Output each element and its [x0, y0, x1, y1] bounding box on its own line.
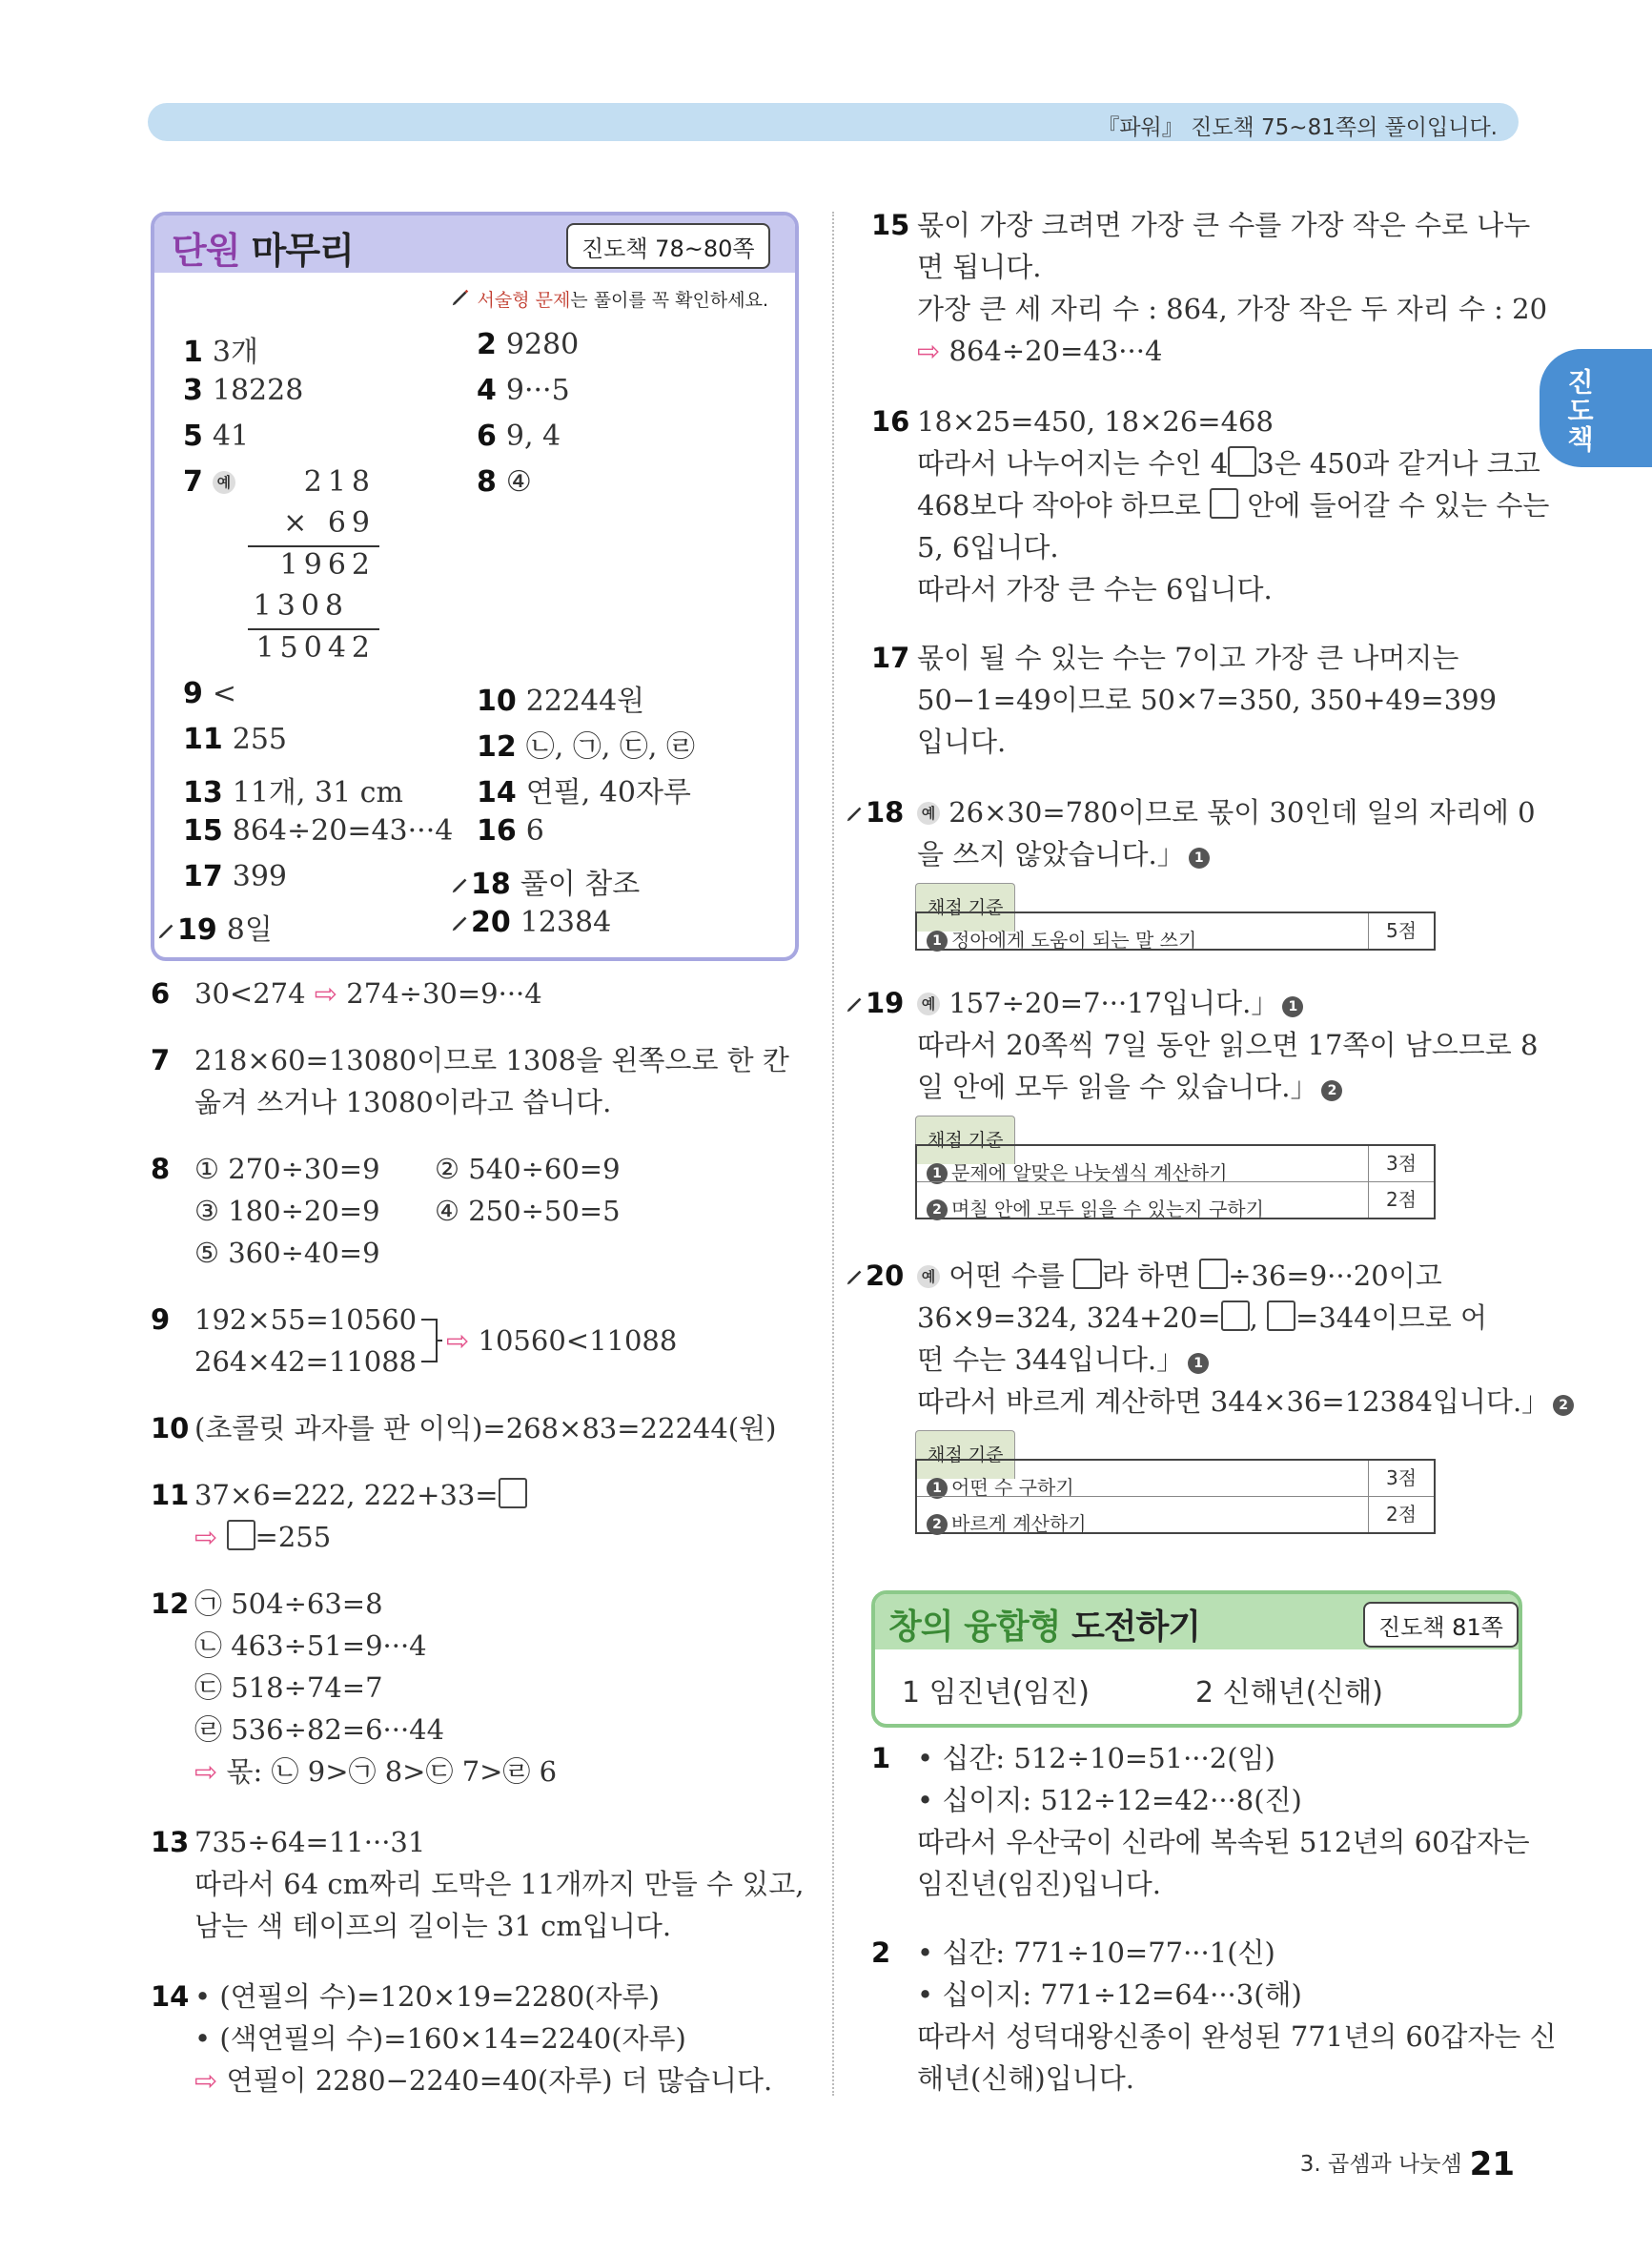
- answer-20: 20 12384: [450, 906, 611, 939]
- mult-p2: 1308: [253, 589, 349, 623]
- unit-review-header: [154, 215, 795, 273]
- solution-20: 20 예 어떤 수를 라 하면 ÷36=9···20이고 36×9=324, 324+20= , =344이므로 어 떤 수는 344입니다.」 1 따라서 바르게 계산하면 344×36=12384입니다.」 2 채점 기준 1 어떤 수 구하기 3점 2 바르게 계산하기 2점: [845, 1255, 1519, 1541]
- solution-9: 9 192×55=10560 264×42=11088 ⇨ 10560<11088: [151, 1303, 678, 1378]
- answer-14: 14 연필, 40자루: [477, 776, 691, 809]
- header-bar: [148, 103, 1519, 141]
- example-badge: 예: [917, 802, 940, 825]
- solution-11: 11 37×6=222, 222+33= ⇨ =255: [151, 1474, 799, 1558]
- header-reference: 『파워』 진도책 75~81쪽의 풀이입니다.: [1097, 115, 1498, 140]
- unit-review-title: [172, 221, 354, 274]
- solution-19: 19 예 157÷20=7···17입니다.」 1 따라서 20쪽씩 7일 동안 읽으면 17쪽이 남으므로 8 일 안에 모두 읽을 수 있습니다.」 2 채점 기준 1 문제에 알맞은 나눗셈식 계산하기 3점 2 며칠 안에 모두 읽을 수 있는지 구하기 2점: [845, 982, 1519, 1226]
- challenge-ref-pill: 진도책 81쪽: [1363, 1602, 1519, 1648]
- answer-7: 7 예: [183, 465, 235, 499]
- scoring-row: 2 바르게 계산하기 2점: [917, 1496, 1434, 1532]
- blank-box: [1073, 1259, 1102, 1289]
- solution-18: 18 예 26×30=780이므로 몫이 30인데 일의 자리에 0 을 쓰지 않았습니다.」 1 채점 기준 1 정아에게 도움이 되는 말 쓰기 5점: [845, 791, 1519, 953]
- answer-15: 15 864÷20=43···4: [183, 814, 454, 848]
- solution-13: 13 735÷64=11···31 따라서 64 cm짜리 도막은 11개까지 만들 수 있고, 남는 색 테이프의 길이는 31 cm입니다.: [151, 1826, 805, 1942]
- answer-5: 5 41: [183, 420, 250, 453]
- challenge-header: [875, 1594, 1519, 1649]
- blank-box: [227, 1520, 255, 1550]
- pencil-icon: [156, 920, 177, 941]
- pencil-icon: [845, 803, 866, 824]
- blank-box: [1228, 446, 1256, 477]
- pencil-icon: [845, 1266, 866, 1287]
- title-part1: 단원: [172, 230, 240, 272]
- marker-1: 1: [1282, 996, 1303, 1017]
- answer-6: 6 9, 4: [477, 420, 561, 453]
- challenge-solution-2: 2 • 십간: 771÷10=77···1(신) • 십이지: 771÷12=64···3(해) 따라서 성덕대왕신종이 완성된 771년의 60갑자는 신 해년(신해)입니다.: [871, 1936, 1557, 2095]
- scoring-table: [915, 1144, 1436, 1219]
- solution-15: 15 몫이 가장 크려면 가장 큰 수를 가장 작은 수로 나누 면 됩니다. 가장 큰 세 자리 수 : 864, 가장 작은 두 자리 수 : 20 ⇨ 864÷20=43···4: [871, 209, 1548, 367]
- answer-18: 18 풀이 참조: [450, 860, 640, 902]
- side-tab: [1540, 349, 1652, 467]
- challenge-title: 창의 융합형 도전하기: [888, 1608, 1201, 1647]
- solution-17: 17 몫이 될 수 있는 수는 7이고 가장 큰 나머지는 50−1=49이므로 50×7=350, 350+49=399 입니다.: [871, 642, 1498, 758]
- solution-8: 8 ① 270÷30=9 ② 540÷60=9 ③ 180÷20=9 ④ 250÷50=5 ⑤ 360÷40=9: [151, 1153, 621, 1269]
- mult-p1: 1962: [279, 548, 376, 582]
- pencil-icon: [845, 993, 866, 1014]
- answer-3: 3 18228: [183, 374, 304, 407]
- note-rest: 는 풀이를 꼭 확인하세요.: [570, 290, 768, 311]
- mult-rule-1: [248, 545, 379, 547]
- scoring-table: [915, 1459, 1436, 1534]
- arrow-icon: ⇨: [194, 1755, 218, 1788]
- solution-10: 10 (초콜릿 과자를 판 이익)=268×83=22244(원): [151, 1412, 777, 1444]
- scoring-tag: 채점 기준: [915, 1116, 1015, 1164]
- solution-16: 16 18×25=450, 18×26=468 따라서 나누어지는 수인 4 3은 450과 같거나 크고 468보다 작아야 하므로 안에 들어갈 수 있는 수는 5, 6입니다. 따라서 가장 큰 수는 6입니다.: [871, 405, 1550, 605]
- note-highlight: 서술형 문제: [477, 290, 571, 311]
- answer-2: 2 9280: [477, 328, 580, 361]
- pencil-icon: [450, 912, 471, 933]
- answer-12: 12 ㉡, ㉠, ㉢, ㉣: [477, 730, 695, 764]
- solution-14: 14 • (연필의 수)=120×19=2280(자루) • (색연필의 수)=160×14=2240(자루) ⇨ 연필이 2280−2240=40(자루) 더 많습니다.: [151, 1980, 773, 2097]
- answer-11: 11 255: [183, 723, 288, 756]
- arrow-icon: ⇨: [917, 335, 941, 367]
- title-part2: 마무리: [251, 230, 354, 272]
- answer-16: 16 6: [477, 814, 544, 848]
- unit-review-box: [151, 212, 799, 961]
- challenge-answer-1: 1 임진년(임진): [902, 1676, 1090, 1710]
- scoring-tag: 채점 기준: [915, 1430, 1015, 1479]
- challenge-answer-2: 2 신해년(신해): [1195, 1676, 1383, 1710]
- arrow-icon: ⇨: [446, 1324, 470, 1357]
- scoring-row: 2 며칠 안에 모두 읽을 수 있는지 구하기 2점: [917, 1181, 1434, 1218]
- answer-1: 1 3개: [183, 336, 258, 369]
- answer-17: 17 399: [183, 860, 288, 893]
- review-note: [450, 286, 768, 312]
- blank-box: [1210, 488, 1238, 519]
- answer-4: 4 9···5: [477, 374, 570, 407]
- example-badge: 예: [917, 1265, 940, 1288]
- mult-rule-2: [248, 628, 379, 630]
- solution-6: 6 30<274 ⇨ 274÷30=9···4: [151, 977, 542, 1010]
- arrow-icon: ⇨: [194, 1521, 218, 1553]
- bracket-icon: [419, 1318, 444, 1363]
- mult-a: 218: [303, 465, 376, 499]
- solution-12: 12 ㉠ 504÷63=8 ㉡ 463÷51=9···4 ㉢ 518÷74=7 ㉣ 536÷82=6···44 ⇨ 몫: ㉡ 9>㉠ 8>㉢ 7>㉣ 6: [151, 1587, 558, 1788]
- marker-1: 1: [1188, 1353, 1209, 1374]
- marker-2: 2: [1553, 1395, 1574, 1416]
- challenge-solution-1: 1 • 십간: 512÷10=51···2(임) • 십이지: 512÷12=42···8(진) 따라서 우산국이 신라에 복속된 512년의 60갑자는 임진년(임진)입니다.: [871, 1742, 1530, 1900]
- scoring-table: [915, 911, 1436, 951]
- page-footer: [1300, 2145, 1515, 2183]
- challenge-box: [871, 1590, 1522, 1728]
- blank-box: [1267, 1301, 1295, 1331]
- answer-10: 10 22244원: [477, 685, 645, 718]
- pencil-icon: [450, 874, 471, 895]
- scoring-row: 1 문제에 알맞은 나눗셈식 계산하기 3점: [917, 1146, 1434, 1181]
- answer-19: 19 8일: [156, 906, 273, 948]
- arrow-icon: ⇨: [194, 2064, 218, 2097]
- column-divider: [832, 212, 834, 2096]
- arrow-icon: ⇨: [314, 977, 338, 1010]
- scoring-tag: 채점 기준: [915, 883, 1015, 932]
- solution-7: 7 218×60=13080이므로 1308을 왼쪽으로 한 칸 옮겨 쓰거나 13080이라고 씁니다.: [151, 1044, 789, 1118]
- scoring-row: 1 어떤 수 구하기 3점: [917, 1461, 1434, 1496]
- marker-2: 2: [1321, 1080, 1342, 1101]
- scoring-row: 1 정아에게 도움이 되는 말 쓰기 5점: [917, 913, 1434, 949]
- marker-1: 1: [1189, 848, 1210, 869]
- mult-result: 15042: [255, 631, 376, 665]
- blank-box: [1221, 1301, 1250, 1331]
- answer-9: 9 <: [183, 677, 237, 710]
- side-tab-label: 진도책: [1563, 368, 1595, 454]
- pencil-icon: [450, 287, 471, 308]
- answer-8: 8 ④: [477, 465, 532, 499]
- footer-section: 3. 곱셈과 나눗셈: [1299, 2152, 1462, 2177]
- blank-box: [1199, 1259, 1228, 1289]
- page-number: 21: [1469, 2145, 1515, 2183]
- example-badge: 예: [213, 471, 235, 494]
- example-badge: 예: [917, 993, 940, 1015]
- review-ref-pill: 진도책 78~80쪽: [566, 223, 770, 269]
- answer-13: 13 11개, 31 cm: [183, 776, 403, 809]
- mult-b: × 69: [283, 506, 376, 540]
- blank-box: [499, 1478, 527, 1508]
